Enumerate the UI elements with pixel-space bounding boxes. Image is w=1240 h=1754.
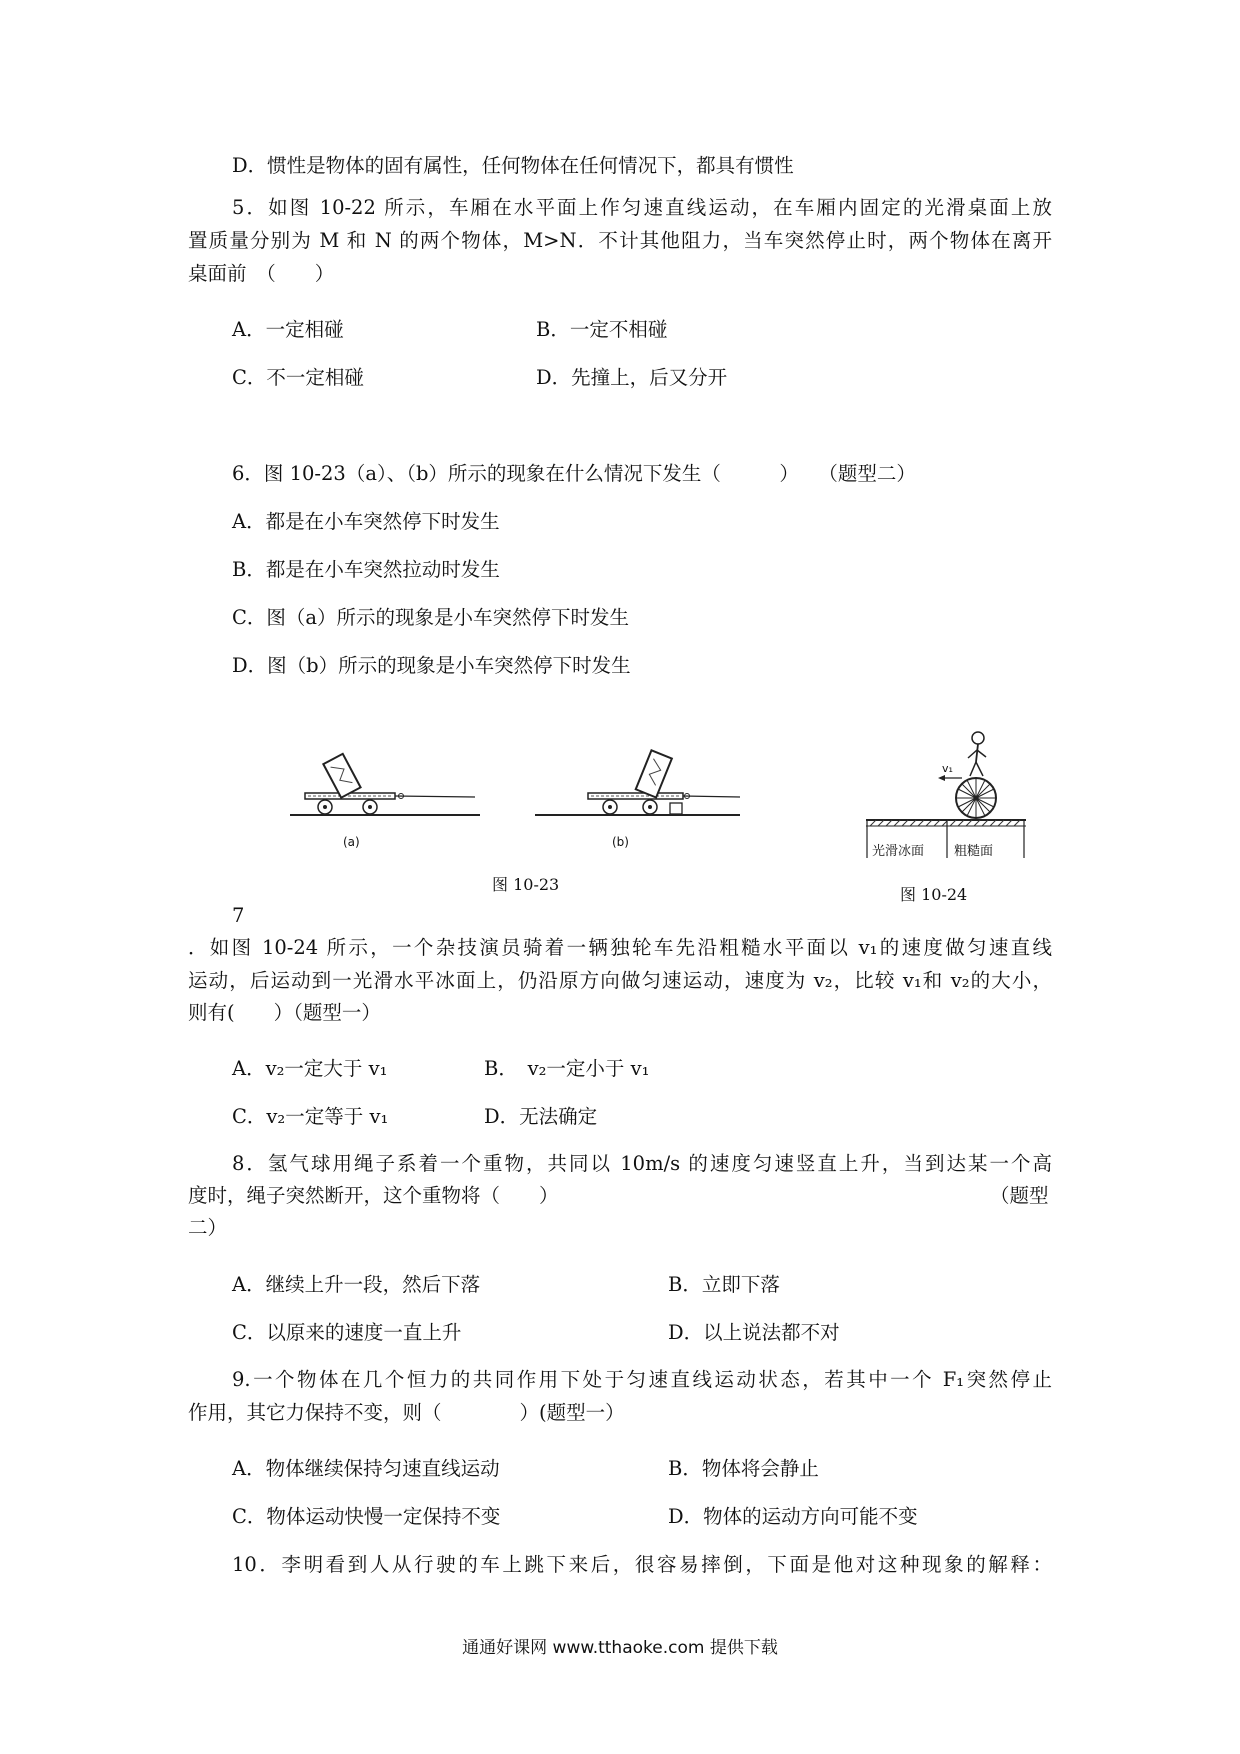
q9-option-a: A．物体继续保持匀速直线运动 — [232, 1457, 500, 1480]
q5-option-a: A．一定相碰 — [232, 318, 344, 341]
q8-stem-line2: 度时，绳子突然断开，这个重物将（ ） — [188, 1184, 559, 1207]
q9-stem-line2: 作用，其它力保持不变，则（ ）(题型一） — [188, 1401, 625, 1424]
q5-option-b: B．一定不相碰 — [536, 318, 668, 341]
q4-option-d: D．惯性是物体的固有属性，任何物体在任何情况下，都具有惯性 — [232, 154, 794, 177]
q7-option-d: D．无法确定 — [484, 1105, 598, 1128]
q6-option-d: D．图（b）所示的现象是小车突然停下时发生 — [232, 654, 631, 677]
figure-10-23-b — [535, 718, 745, 828]
figure-10-23-caption: 图 10-23 — [492, 875, 560, 894]
figure-10-23-b-label: (b) — [612, 835, 629, 849]
q5-stem-line1: 5．如图 10-22 所示，车厢在水平面上作匀速直线运动，在车厢内固定的光滑桌面上放 — [232, 196, 1052, 219]
figure-10-24-rough-label: 粗糙面 — [954, 844, 994, 859]
page-footer: 通通好课网 www.tthaoke.com 提供下载 — [462, 1638, 778, 1658]
q6-option-a: A．都是在小车突然停下时发生 — [232, 510, 500, 533]
figure-10-24-velocity-label: v₁ — [942, 762, 953, 775]
q5-option-c: C．不一定相碰 — [232, 366, 364, 389]
figure-10-23-a — [290, 725, 490, 825]
q7-option-c: C．v₂一定等于 v₁ — [232, 1105, 389, 1128]
q8-stem-line2-tag: （题型 — [990, 1184, 1049, 1207]
q6-stem: 6．图 10-23（a）、（b）所示的现象在什么情况下发生（ ） （题型二） — [232, 462, 916, 485]
figure-10-23-a-label: (a) — [343, 835, 360, 849]
q5-stem-line3: 桌面前 （ ） — [188, 262, 335, 285]
q7-stem-line1: ．如图 10-24 所示，一个杂技演员骑着一辆独轮车先沿粗糙水平面以 v₁的速度做匀速直线 — [188, 936, 1052, 959]
q9-option-b: B．物体将会静止 — [668, 1457, 819, 1480]
q9-option-d: D．物体的运动方向可能不变 — [668, 1505, 918, 1528]
figure-10-24-caption: 图 10-24 — [900, 885, 968, 904]
q8-option-c: C．以原来的速度一直上升 — [232, 1321, 462, 1344]
q7-option-b: B． v₂一定小于 v₁ — [484, 1057, 650, 1080]
q7-number: 7 — [232, 904, 245, 927]
q5-stem-line2: 置质量分别为 M 和 N 的两个物体，M>N．不计其他阻力，当车突然停止时，两个物体在离开 — [188, 229, 1052, 252]
q5-option-d: D．先撞上，后又分开 — [536, 366, 728, 389]
q8-stem-line3: 二） — [188, 1216, 228, 1239]
q8-stem-line1: 8．氢气球用绳子系着一个重物，共同以 10m/s 的速度匀速竖直上升，当到达某一个高 — [232, 1152, 1052, 1175]
q6-option-c: C．图（a）所示的现象是小车突然停下时发生 — [232, 606, 630, 629]
q6-option-b: B．都是在小车突然拉动时发生 — [232, 558, 500, 581]
q7-stem-line3: 则有( ）（题型一） — [188, 1001, 381, 1024]
q8-option-a: A．继续上升一段，然后下落 — [232, 1273, 481, 1296]
q9-stem-line1: 9.一个物体在几个恒力的共同作用下处于匀速直线运动状态，若其中一个 F₁突然停止 — [232, 1368, 1052, 1391]
q10-stem-line1: 10．李明看到人从行驶的车上跳下来后，很容易摔倒，下面是他对这种现象的解释： — [232, 1553, 1052, 1576]
q7-option-a: A．v₂一定大于 v₁ — [232, 1057, 388, 1080]
q8-option-d: D．以上说法都不对 — [668, 1321, 840, 1344]
q7-stem-line2: 运动，后运动到一光滑水平冰面上，仍沿原方向做匀速运动，速度为 v₂，比较 v₁和 v₂的大小， — [188, 969, 1052, 992]
figure-10-24-smooth-label: 光滑冰面 — [872, 844, 925, 859]
q9-option-c: C．物体运动快慢一定保持不变 — [232, 1505, 501, 1528]
q8-option-b: B．立即下落 — [668, 1273, 780, 1296]
